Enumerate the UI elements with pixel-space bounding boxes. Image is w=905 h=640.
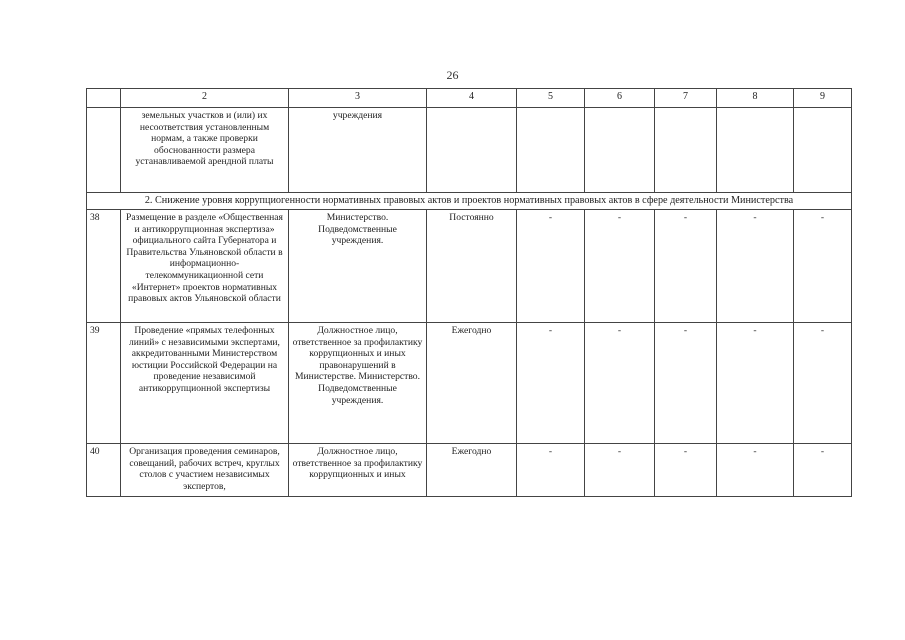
- table-row: [87, 444, 852, 497]
- cell-col-6: -: [585, 323, 655, 444]
- measures-table: [86, 88, 852, 497]
- cell-col-5: [517, 108, 585, 193]
- section-heading-row: [87, 193, 852, 210]
- header-col-1: [87, 89, 121, 108]
- table-row: [87, 210, 852, 323]
- header-col-5: 5: [517, 89, 585, 108]
- table-row: [87, 323, 852, 444]
- measure-text: Размещение в разделе «Общественная и антикоррупционная экспертиза» официального сайта Губернатора и Правительства Ульяновской области в информационно-телекоммуникационной сети «Интернет» проектов нормативных правовых актов Ульяновской области: [121, 210, 289, 323]
- column-number-header: [87, 89, 852, 108]
- cell-col-5: -: [517, 210, 585, 323]
- header-col-2: 2: [121, 89, 289, 108]
- cell-col-9: -: [794, 323, 852, 444]
- cell-col-6: -: [585, 444, 655, 497]
- page-number: 26: [446, 68, 459, 82]
- cell-col-7: -: [655, 444, 717, 497]
- row-number: 38: [87, 210, 121, 323]
- section-heading: 2. Снижение уровня коррупциогенности нормативных правовых актов и проектов нормативных правовых актов в сфере деятельности Министерства: [87, 193, 852, 210]
- measure-text: земельных участков и (или) их несоответствия установленным нормам, а также проверки обоснованности размера устанавливаемой арендной платы: [121, 108, 289, 193]
- executor-text: Министерство. Подведомственные учреждения.: [289, 210, 427, 323]
- table-row-continuation: [87, 108, 852, 193]
- executor-text: Должностное лицо, ответственное за профилактику коррупционных и иных правонарушений в Министерстве. Министерство. Подведомственные учреждения.: [289, 323, 427, 444]
- cell-col-9: -: [794, 444, 852, 497]
- term-text: Ежегодно: [427, 323, 517, 444]
- cell-col-9: [794, 108, 852, 193]
- measure-text: Проведение «прямых телефонных линий» с независимыми экспертами, аккредитованными Министерством юстиции Российской Федерации на проведение независимой антикоррупционной экспертизы: [121, 323, 289, 444]
- term-text: [427, 108, 517, 193]
- cell-col-5: -: [517, 323, 585, 444]
- cell-col-7: [655, 108, 717, 193]
- cell-col-6: -: [585, 210, 655, 323]
- header-col-3: 3: [289, 89, 427, 108]
- cell-col-7: -: [655, 210, 717, 323]
- header-col-4: 4: [427, 89, 517, 108]
- cell-col-8: -: [717, 210, 794, 323]
- row-number: 40: [87, 444, 121, 497]
- header-col-9: 9: [794, 89, 852, 108]
- executor-text: Должностное лицо, ответственное за профилактику коррупционных и иных: [289, 444, 427, 497]
- header-col-6: 6: [585, 89, 655, 108]
- executor-text: учреждения: [289, 108, 427, 193]
- cell-col-9: -: [794, 210, 852, 323]
- cell-col-8: -: [717, 444, 794, 497]
- cell-col-8: [717, 108, 794, 193]
- row-number: [87, 108, 121, 193]
- term-text: Ежегодно: [427, 444, 517, 497]
- measure-text: Организация проведения семинаров, совещаний, рабочих встреч, круглых столов с участием независимых экспертов,: [121, 444, 289, 497]
- cell-col-6: [585, 108, 655, 193]
- header-col-8: 8: [717, 89, 794, 108]
- cell-col-8: -: [717, 323, 794, 444]
- header-col-7: 7: [655, 89, 717, 108]
- row-number: 39: [87, 323, 121, 444]
- cell-col-5: -: [517, 444, 585, 497]
- term-text: Постоянно: [427, 210, 517, 323]
- cell-col-7: -: [655, 323, 717, 444]
